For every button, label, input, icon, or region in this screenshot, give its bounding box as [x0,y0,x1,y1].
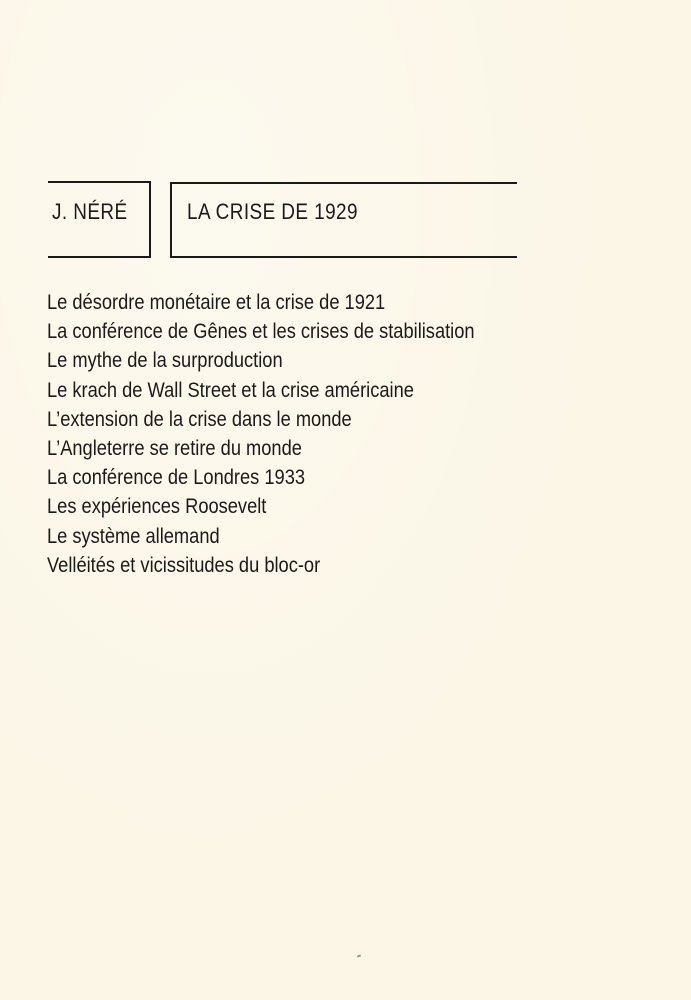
contents-item: Le système allemand [47,524,220,548]
author-frame-top [48,181,151,183]
title-frame-bottom [170,256,517,258]
table-of-contents [47,288,538,580]
contents-item: Velléités et vicissitudes du bloc-or [47,553,321,577]
author-name: J. NÉRÉ [52,199,128,224]
contents-item: Le krach de Wall Street et la crise américaine [47,378,414,402]
author-frame-bottom [48,256,151,258]
contents-item: L’extension de la crise dans le monde [47,407,352,431]
contents-item: La conférence de Londres 1933 [47,466,306,490]
book-title: LA CRISE DE 1929 [187,199,358,224]
contents-item: Le mythe de la surproduction [47,349,283,373]
paper-speck [357,954,361,957]
author-frame-right [149,181,151,258]
contents-item: La conférence de Gênes et les crises de stabilisation [47,320,475,344]
contents-item: L’Angleterre se retire du monde [47,437,302,461]
title-frame-left [170,182,172,258]
contents-item: Les expériences Roosevelt [47,495,267,519]
title-frame-top [170,182,517,184]
contents-item: Le désordre monétaire et la crise de 1921 [47,291,386,314]
